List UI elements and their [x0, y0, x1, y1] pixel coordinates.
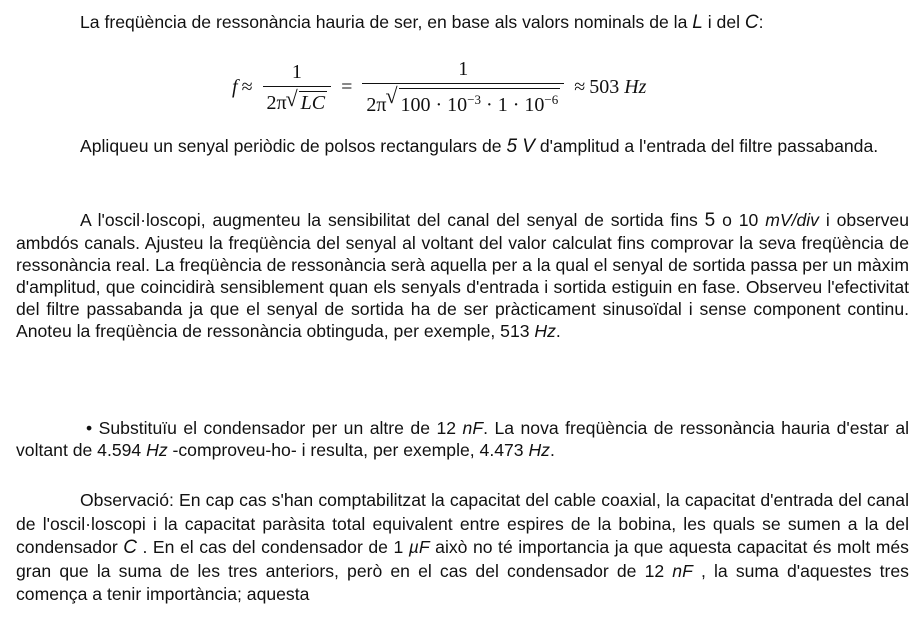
numerator: 1 — [458, 58, 469, 80]
unit: µF — [408, 537, 430, 557]
radicand-part: · 1 · 10 — [481, 94, 545, 116]
text: d'amplitud a l'entrada del filtre passabanda. — [534, 136, 879, 156]
exponent: −3 — [467, 92, 482, 107]
text: o 10 — [715, 210, 766, 230]
sqrt-icon — [387, 88, 561, 116]
bullet-icon: • — [86, 418, 93, 438]
unit: mV/div — [765, 210, 819, 230]
paragraph-substitute-capacitor — [16, 417, 909, 461]
unit: nF — [462, 418, 484, 438]
denominator — [263, 86, 332, 114]
radicand: LC — [300, 91, 326, 114]
text: . La nova freqüència de ressonància hauria d'estar al voltant de 4.594 — [16, 418, 910, 460]
exponent: −6 — [544, 92, 559, 107]
unit: nF — [672, 560, 693, 581]
fraction-numeric — [362, 58, 564, 116]
two-pi: 2π — [366, 94, 387, 116]
paragraph-apply-signal — [16, 135, 909, 158]
amplitude-value: 5 V — [506, 136, 535, 157]
denominator — [362, 83, 564, 116]
text: Substituïu el condensador per un altre de 12 — [92, 418, 463, 438]
text: : — [758, 12, 764, 32]
numerator: 1 — [291, 60, 302, 83]
formula-result: 503 — [589, 75, 620, 98]
variable-L: L — [692, 12, 703, 33]
unit: Hz — [534, 321, 556, 341]
variable-C: C — [123, 537, 137, 558]
equals-symbol: = — [341, 75, 353, 98]
fraction-general — [263, 61, 332, 114]
unit: Hz — [146, 440, 168, 460]
text: . — [555, 321, 561, 341]
formula-lhs: f — [232, 75, 238, 98]
unit: Hz — [528, 440, 550, 460]
variable-C: C — [744, 12, 759, 33]
text: A l'oscil·loscopi, augmenteu la sensibilitat del canal del senyal de sortida fins — [80, 210, 705, 230]
text: -comproveu-ho- i resulta, per exemple, 4.473 — [167, 440, 529, 460]
paragraph-resonance-intro — [16, 11, 909, 34]
text: . — [549, 440, 555, 460]
text: i observeu ambdós canals. Ajusteu la freqüència del senyal al voltant del valor calculat fins comprovar la seva freqüència de ressonància real. La freqüència de ressonància serà aquella per a la qual el senyal de sortida passa per un màxim d'amplitud, que coincidirà sensiblement quan els senyals d'entrada i sortida estiguin en fase. Observeu l'efectivitat del filtre passabanda ja que el senyal de sortida ha de ser pràcticament sinusoïdal i sense component continu. Anoteu la freqüència de ressonància obtinguda, per exemple, 513 — [16, 210, 910, 341]
text: i del — [702, 12, 745, 32]
resonance-formula — [232, 58, 646, 116]
approx-symbol: ≈ — [574, 75, 586, 98]
radicand-part: 100 · 10 — [400, 94, 468, 116]
paragraph-observation — [16, 489, 909, 607]
text: La freqüència de ressonància hauria de ser, en base als valors nominals de la — [80, 12, 693, 32]
two-pi: 2π — [266, 91, 287, 114]
text: Apliqueu un senyal periòdic de polsos rectangulars de — [80, 136, 507, 156]
sensitivity-value: 5 — [704, 210, 716, 231]
text: , la suma d'aquestes tres comença a tenir importància; aquesta — [16, 560, 909, 604]
formula-unit: Hz — [624, 75, 647, 98]
approx-symbol: ≈ — [241, 75, 253, 98]
sqrt-icon — [287, 91, 327, 114]
paragraph-oscilloscope — [16, 209, 909, 342]
radicand — [399, 88, 561, 116]
text: Observació: En cap cas s'han comptabilitzat la capacitat del cable coaxial, la capacitat d'entrada del canal de l'oscil·loscopi i la capacitat paràsita total equivalent entre espires de la bobina, les quals se sumen a la del condensador — [16, 490, 909, 557]
text: . En el cas del condensador de 1 — [137, 537, 409, 557]
text: això no té importancia ja que aquesta capacitat és molt més gran que la suma de les tres anteriors, però en el cas del condensador de 12 — [16, 537, 909, 581]
